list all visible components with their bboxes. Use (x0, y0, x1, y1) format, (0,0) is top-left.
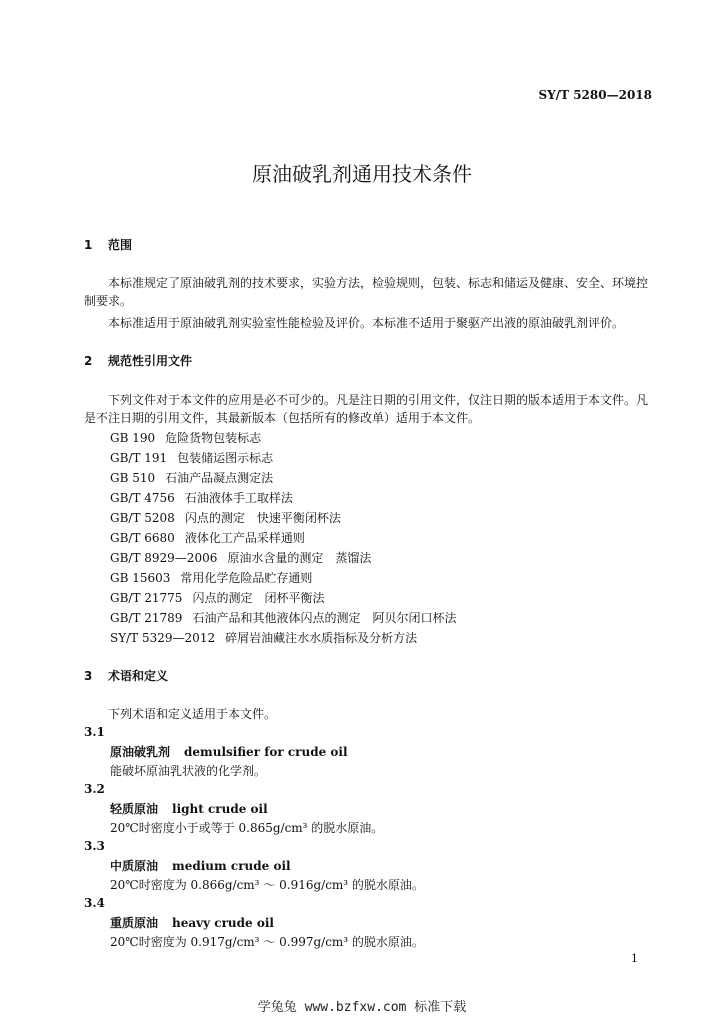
reference-code: GB/T 191 (110, 451, 168, 465)
term-number: 3.2 (84, 782, 105, 796)
term-chinese: 重质原油 (110, 916, 159, 930)
term-english: medium crude oil (172, 859, 291, 873)
term-number: 3.4 (84, 896, 105, 910)
term-english: light crude oil (172, 802, 268, 816)
section-title: 规范性引用文件 (108, 354, 193, 368)
section-1-heading (84, 236, 132, 253)
term-heading (110, 743, 348, 760)
references-intro: 下列文件对于本文件的应用是必不可少的。凡是注日期的引用文件，仅注日期的版本适用于本文件。凡是不注日期的引用文件，其最新版本（包括所有的修改单）适用于本文件。 (84, 393, 649, 425)
reference-title: 石油产品和其他液体闪点的测定 阿贝尔闭口杯法 (192, 611, 457, 625)
term-number: 3.3 (84, 839, 105, 853)
reference-code: GB/T 6680 (110, 531, 175, 545)
reference-code: GB/T 8929—2006 (110, 551, 218, 565)
reference-title: 石油液体手工取样法 (184, 491, 293, 505)
reference-title: 碎屑岩油藏注水水质指标及分析方法 (225, 631, 418, 645)
term-definition: 20℃时密度为 0.917g/cm³ ～ 0.997g/cm³ 的脱水原油。 (110, 935, 424, 949)
reference-code: GB/T 21775 (110, 591, 183, 605)
document-title: 原油破乳剂通用技术条件 (252, 162, 472, 186)
section-number: 2 (84, 354, 93, 368)
term-heading (110, 857, 291, 874)
section-2-heading (84, 352, 192, 369)
term-chinese: 原油破乳剂 (110, 745, 171, 759)
reference-title: 危险货物包装标志 (165, 431, 262, 445)
reference-item (110, 569, 312, 586)
reference-title: 常用化学危险品贮存通则 (180, 571, 313, 585)
reference-code: GB/T 4756 (110, 491, 175, 505)
term-definition: 能破坏原油乳状液的化学剂。 (110, 764, 267, 778)
reference-item (110, 529, 305, 546)
reference-item (110, 489, 293, 506)
term-english: heavy crude oil (172, 916, 274, 930)
reference-item (110, 449, 273, 466)
term-definition: 20℃时密度为 0.866g/cm³ ～ 0.916g/cm³ 的脱水原油。 (110, 878, 424, 892)
term-chinese: 中质原油 (110, 859, 159, 873)
term-heading (110, 800, 268, 817)
scope-paragraph-2: 本标准适用于原油破乳剂实验室性能检验及评价。本标准不适用于聚驱产出液的原油破乳剂评价。 (108, 316, 625, 330)
reference-item (110, 549, 371, 566)
reference-title: 石油产品凝点测定法 (165, 471, 274, 485)
terms-intro: 下列术语和定义适用于本文件。 (108, 707, 277, 721)
reference-item (110, 469, 273, 486)
section-3-heading (84, 667, 168, 684)
reference-item (110, 629, 417, 646)
reference-item (110, 609, 456, 626)
term-english: demulsifier for crude oil (184, 745, 348, 759)
reference-title: 闪点的测定 快速平衡闭杯法 (184, 511, 341, 525)
term-heading (110, 914, 274, 931)
reference-item (110, 589, 324, 606)
reference-code: GB/T 21789 (110, 611, 183, 625)
reference-title: 原油水含量的测定 蒸馏法 (227, 551, 372, 565)
reference-code: GB/T 5208 (110, 511, 175, 525)
term-number: 3.1 (84, 725, 105, 739)
reference-code: GB 510 (110, 471, 156, 485)
reference-item (110, 509, 341, 526)
reference-title: 闪点的测定 闭杯平衡法 (192, 591, 325, 605)
section-number: 3 (84, 669, 93, 683)
page-number: 1 (631, 952, 638, 965)
reference-item (110, 429, 261, 446)
reference-code: GB 15603 (110, 571, 171, 585)
section-title: 术语和定义 (108, 669, 169, 683)
reference-code: GB 190 (110, 431, 156, 445)
reference-title: 液体化工产品采样通则 (184, 531, 305, 545)
section-title: 范围 (108, 238, 133, 252)
footer-watermark-link[interactable]: 学兔兔 www.bzfxw.com 标准下载 (257, 1000, 467, 1015)
scope-paragraph-1: 本标准规定了原油破乳剂的技术要求，实验方法，检验规则，包装、标志和储运及健康、安全、环境控制要求。 (84, 276, 649, 308)
section-number: 1 (84, 238, 93, 252)
term-chinese: 轻质原油 (110, 802, 159, 816)
term-definition: 20℃时密度小于或等于 0.865g/cm³ 的脱水原油。 (110, 821, 384, 835)
standard-code: SY/T 5280—2018 (538, 88, 652, 102)
reference-title: 包装储运图示标志 (177, 451, 274, 465)
reference-code: SY/T 5329—2012 (110, 631, 216, 645)
